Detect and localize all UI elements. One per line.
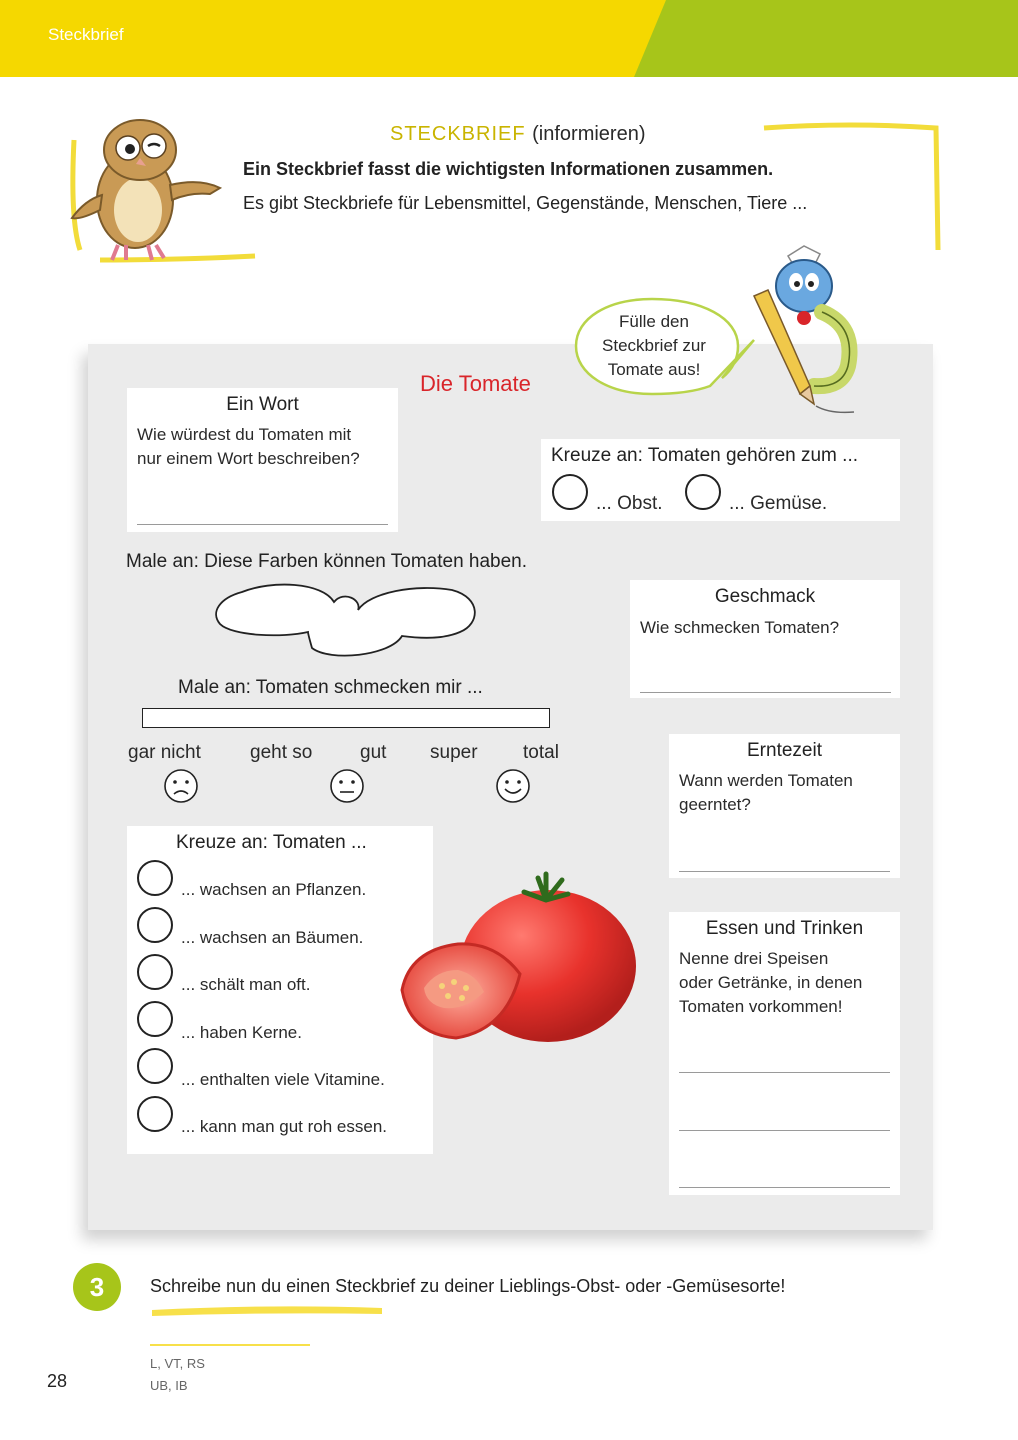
writing-line[interactable] xyxy=(679,1072,890,1073)
header-label: Steckbrief xyxy=(48,25,124,44)
writing-line[interactable] xyxy=(137,524,388,525)
task-instruction: Schreibe nun du einen Steckbrief zu deiner Lieblings-Obst- oder -Gemüsesorte! xyxy=(150,1276,786,1296)
heading-farben: Male an: Diese Farben können Tomaten haben. xyxy=(126,551,528,572)
owl-mascot-icon xyxy=(60,100,260,270)
sad-face-icon xyxy=(163,768,199,804)
color-cloud-shape[interactable] xyxy=(212,580,482,662)
checkbox-schaelt[interactable] xyxy=(137,954,173,990)
box-essen-trinken-line: oder Getränke, in denen xyxy=(679,973,863,992)
box-essen-trinken-text xyxy=(679,947,862,1019)
scale-label: geht so xyxy=(250,742,313,763)
intro-keyword-suffix: (informieren) xyxy=(532,123,646,145)
speech-bubble-line: Steckbrief zur xyxy=(602,336,706,355)
footer-tags-line2: UB, IB xyxy=(150,1378,188,1393)
option-obst: ... Obst. xyxy=(596,493,663,514)
box-erntezeit-title: Erntezeit xyxy=(747,740,822,761)
tomato-illustration xyxy=(396,870,638,1050)
neutral-face-icon xyxy=(329,768,365,804)
option-kerne: ... haben Kerne. xyxy=(181,1023,302,1042)
option-roh-essen: ... kann man gut roh essen. xyxy=(181,1117,388,1136)
intro-keyword: STECKBRIEF xyxy=(390,123,526,145)
pencil-mascot-icon xyxy=(744,236,864,420)
scale-label: gar nicht xyxy=(128,742,201,763)
footer-tags-line1: L, VT, RS xyxy=(150,1356,205,1371)
checkbox-baeumen[interactable] xyxy=(137,907,173,943)
box-essen-trinken-line: Tomaten vorkommen! xyxy=(679,997,843,1016)
speech-bubble-line: Fülle den xyxy=(619,312,689,331)
box-ein-wort-line: Wie würdest du Tomaten mit xyxy=(137,425,352,444)
taste-scale-bar[interactable] xyxy=(142,708,550,728)
box-erntezeit-line: geerntet? xyxy=(679,795,751,814)
box-essen-trinken-line: Nenne drei Speisen xyxy=(679,949,829,968)
box-ein-wort-title: Ein Wort xyxy=(226,394,299,415)
scale-label: gut xyxy=(360,742,387,763)
box-erntezeit-line: Wann werden Tomaten xyxy=(679,771,853,790)
box-essen-trinken-title: Essen und Trinken xyxy=(705,918,864,939)
checkbox-roh-essen[interactable] xyxy=(137,1096,173,1132)
box-kreuze-tomaten xyxy=(127,826,433,1154)
task-highlight-stroke xyxy=(150,1300,386,1320)
box-ein-wort-text xyxy=(137,423,360,471)
scale-label: total xyxy=(523,742,559,763)
option-vitamine: ... enthalten viele Vitamine. xyxy=(181,1070,385,1089)
box-geschmack-text: Wie schmecken Tomaten? xyxy=(640,618,840,637)
writing-line[interactable] xyxy=(679,871,890,872)
intro-title xyxy=(390,123,646,146)
happy-face-icon xyxy=(495,768,531,804)
option-schaelt: ... schält man oft. xyxy=(181,975,311,994)
intro-definition: Ein Steckbrief fasst die wichtigsten Informationen zusammen. xyxy=(243,159,774,179)
box-geschmack xyxy=(630,580,900,698)
box-ein-wort-line: nur einem Wort beschreiben? xyxy=(137,449,360,468)
heading-schmecken-mir: Male an: Tomaten schmecken mir ... xyxy=(178,677,483,698)
box-kreuze-tomaten-title: Kreuze an: Tomaten ... xyxy=(176,832,367,853)
writing-line[interactable] xyxy=(640,692,891,693)
writing-line[interactable] xyxy=(679,1130,890,1131)
box-essen-trinken xyxy=(669,912,900,1195)
page-number: 28 xyxy=(47,1371,68,1391)
intro-examples: Es gibt Steckbriefe für Lebensmittel, Gegenstände, Menschen, Tiere ... xyxy=(243,193,808,213)
speech-bubble-line: Tomate aus! xyxy=(607,360,701,379)
box-erntezeit xyxy=(669,734,900,878)
checkbox-pflanzen[interactable] xyxy=(137,860,173,896)
option-baeumen: ... wachsen an Bäumen. xyxy=(181,928,364,947)
checkbox-gemuese[interactable] xyxy=(685,474,721,510)
box-kreuze-zum xyxy=(541,439,900,521)
box-kreuze-zum-title: Kreuze an: Tomaten gehören zum ... xyxy=(551,445,858,466)
speech-bubble-text xyxy=(584,310,724,382)
checkbox-kerne[interactable] xyxy=(137,1001,173,1037)
checkbox-obst[interactable] xyxy=(552,474,588,510)
option-gemuese: ... Gemüse. xyxy=(729,493,828,514)
box-erntezeit-text xyxy=(679,769,853,817)
box-ein-wort xyxy=(127,388,398,532)
task-number-badge: 3 xyxy=(73,1263,121,1311)
scale-label: super xyxy=(430,742,478,763)
header-band xyxy=(0,0,1018,77)
checkbox-vitamine[interactable] xyxy=(137,1048,173,1084)
box-geschmack-title: Geschmack xyxy=(714,586,816,607)
option-pflanzen: ... wachsen an Pflanzen. xyxy=(181,880,367,899)
sheet-title: Die Tomate xyxy=(420,371,531,396)
footer-divider xyxy=(150,1344,310,1346)
writing-line[interactable] xyxy=(679,1187,890,1188)
